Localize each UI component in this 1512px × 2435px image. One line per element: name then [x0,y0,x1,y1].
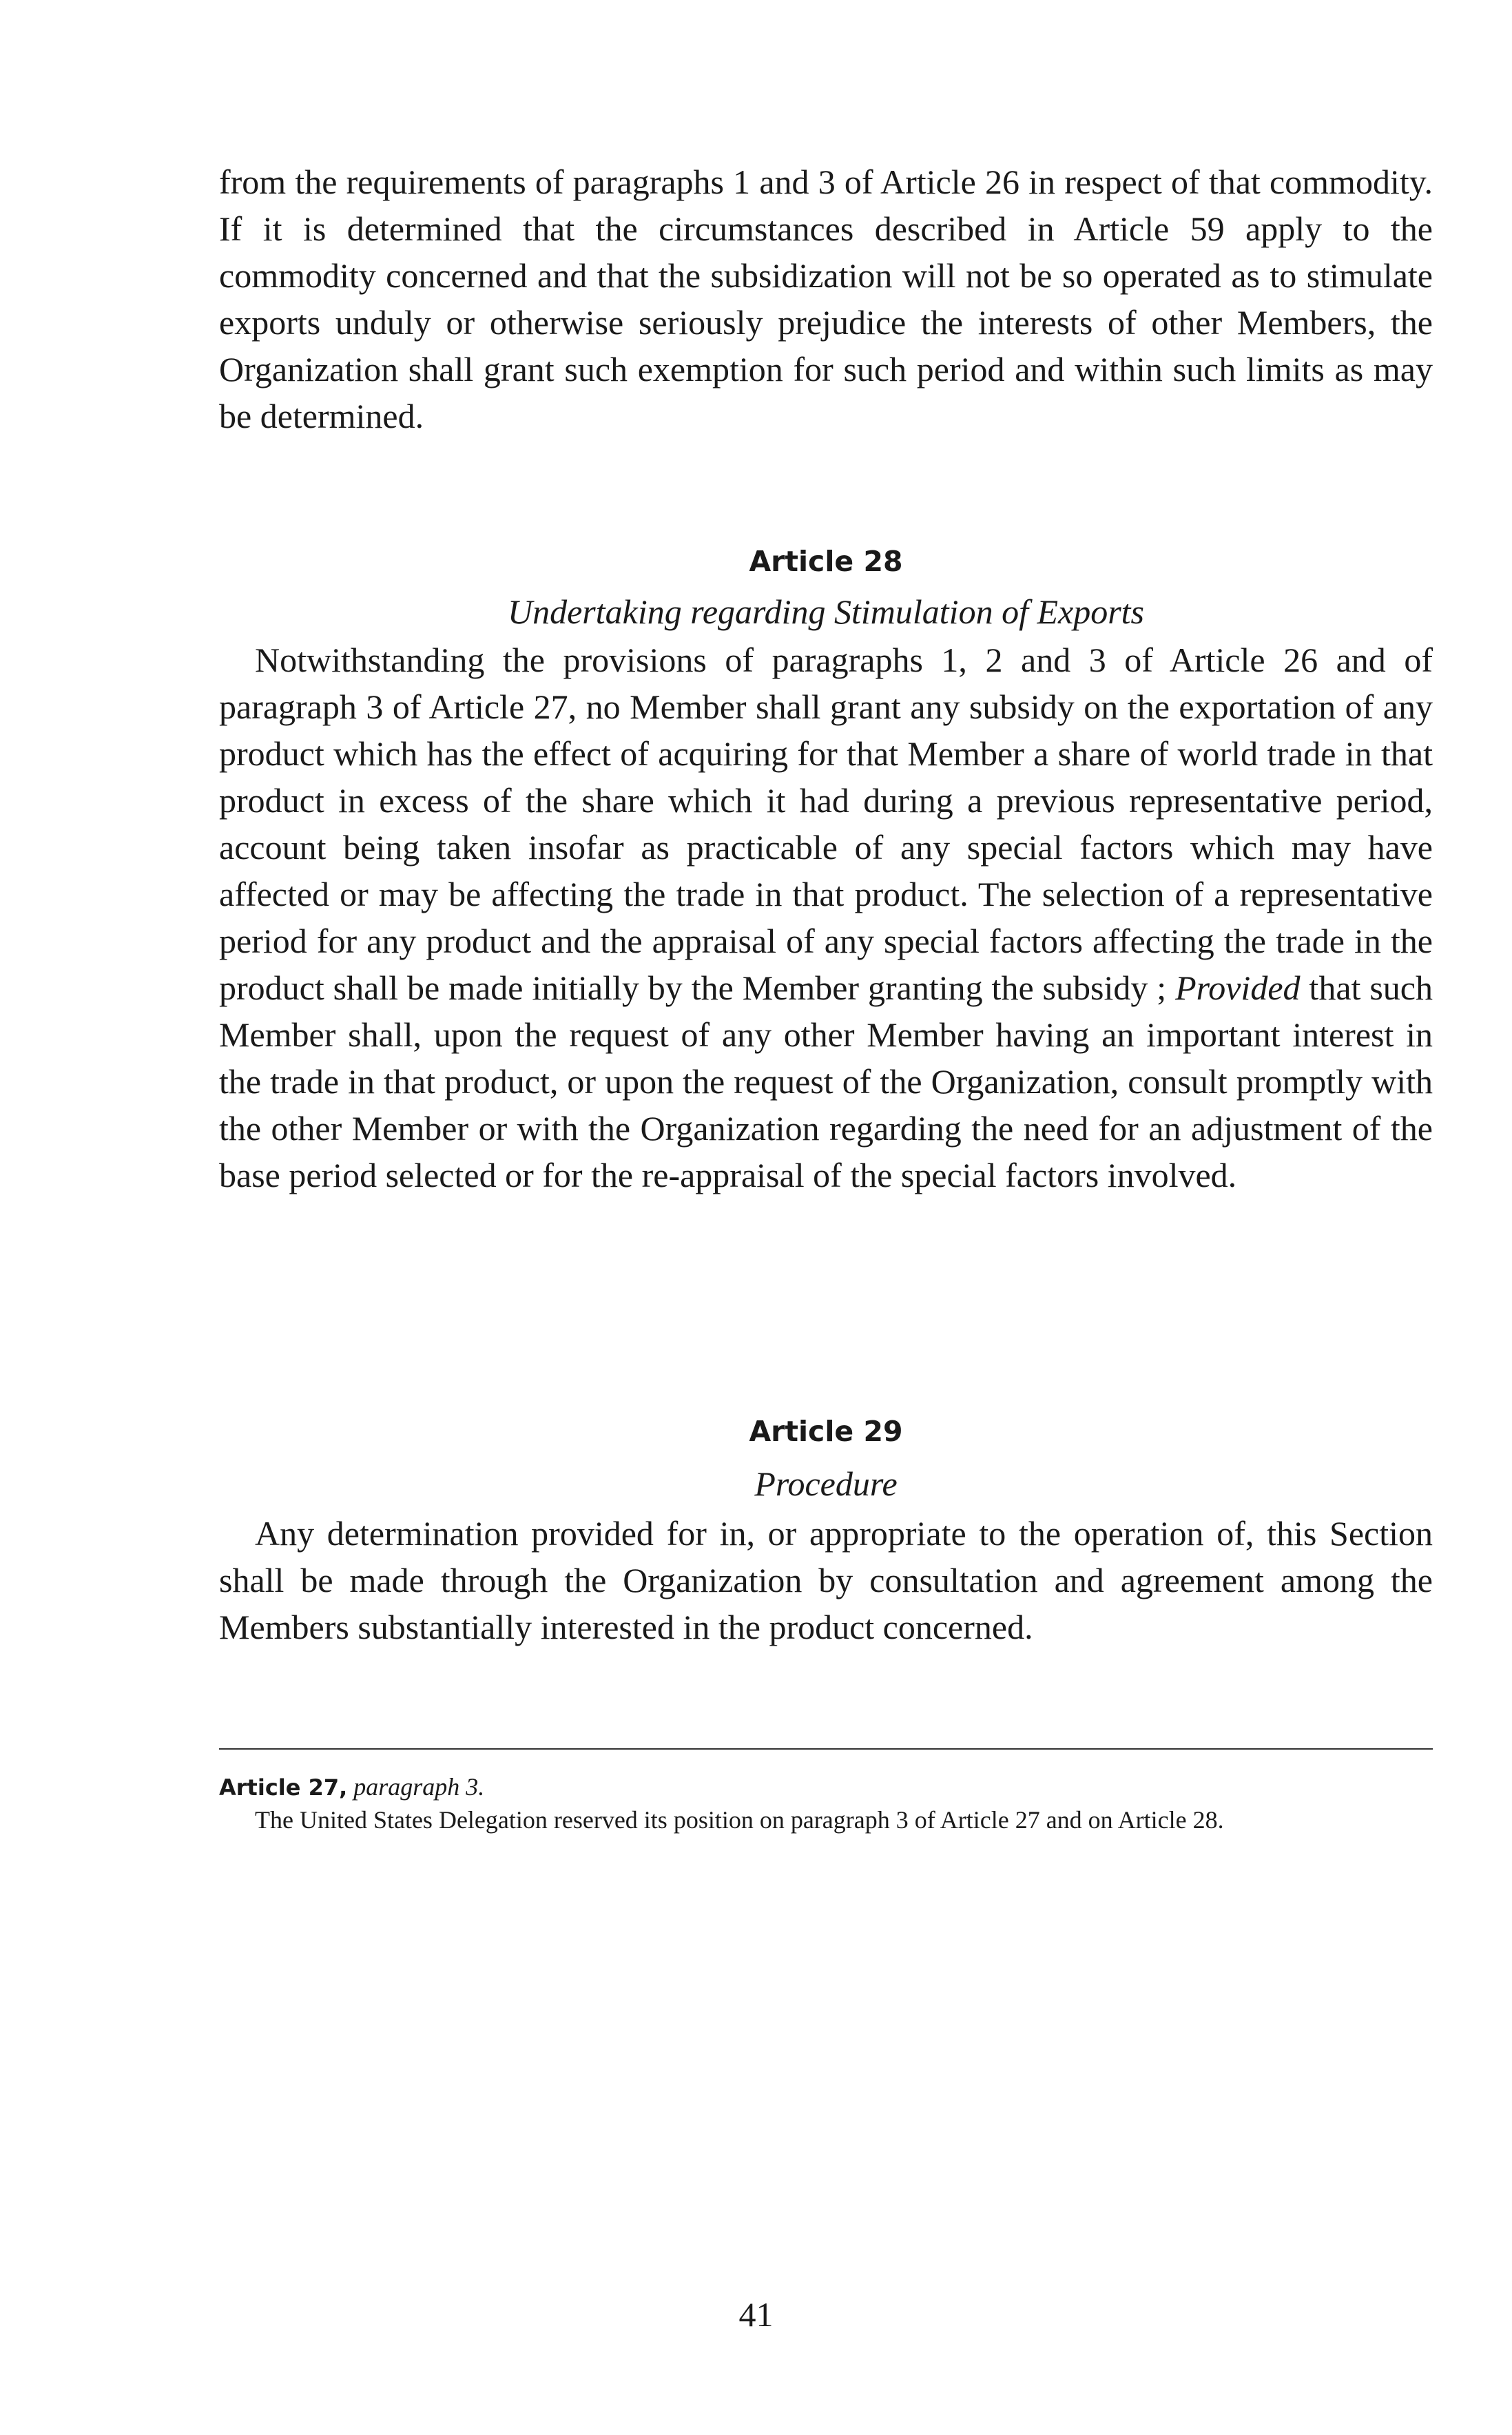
footnote-text: The United States Delegation reserved its position on paragraph 3 of Article 27 and on Article 28. [255,1806,1224,1834]
footnote-article: Article 27, [219,1774,348,1801]
article-29-subheading: Procedure [754,1464,898,1503]
article-28-subheading: Undertaking regarding Stimulation of Exports [507,592,1145,631]
provided-term: Provided [1175,968,1301,1007]
continuation-paragraph: from the requirements of paragraphs 1 and 3 of Article 26 in respect of that commodity. If it is determined that the circumstances described in Article 59 apply to the commodity concerned and that the subsidization will not be so operated as to stimulate exports unduly or otherwise seriously prejudice the interests of other Members, the Organization shall grant such exemption for such period and within such limits as may be determined. [219,163,1433,435]
footnote-paragraph: paragraph 3. [353,1773,485,1801]
article-29-paragraph: Any determination provided for in, or appropriate to the operation of, this Section shall be made through the Organization by consultation and agreement among the Members substantially interested in the product concerned. [219,1514,1433,1646]
page-number: 41 [738,2295,774,2334]
footnote-reference [219,1772,1433,1803]
article-29-heading: Article 29 [749,1415,903,1448]
article-28-text-after: that such Member shall, upon the request of any other Member having an important interest in the trade in that product, or upon the request of the Organization, consult promptly with the other Member or with the Organization regarding the need for an adjustment of the base period selected or for the re-appraisal of the special factors involved. [219,968,1433,1194]
article-28-heading: Article 28 [749,545,903,578]
article-28-text-before: Notwithstanding the provisions of paragraphs 1, 2 and 3 of Article 26 and of paragraph 3 of Article 27, no Member shall grant any subsidy on the exportation of any product which has the effect of acquiring for that Member a share of world trade in that product in excess of the share which it had during a previous representative period, account being taken insofar as practicable of any special factors which may have affected or may be affecting the trade in that product. The selection of a representative period for any product and the appraisal of any special factors affecting the trade in the product shall be made initially by the Member granting the subsidy ; [219,641,1433,1007]
article-28-paragraph [219,636,1433,1199]
footnote-divider [219,1748,1433,1750]
